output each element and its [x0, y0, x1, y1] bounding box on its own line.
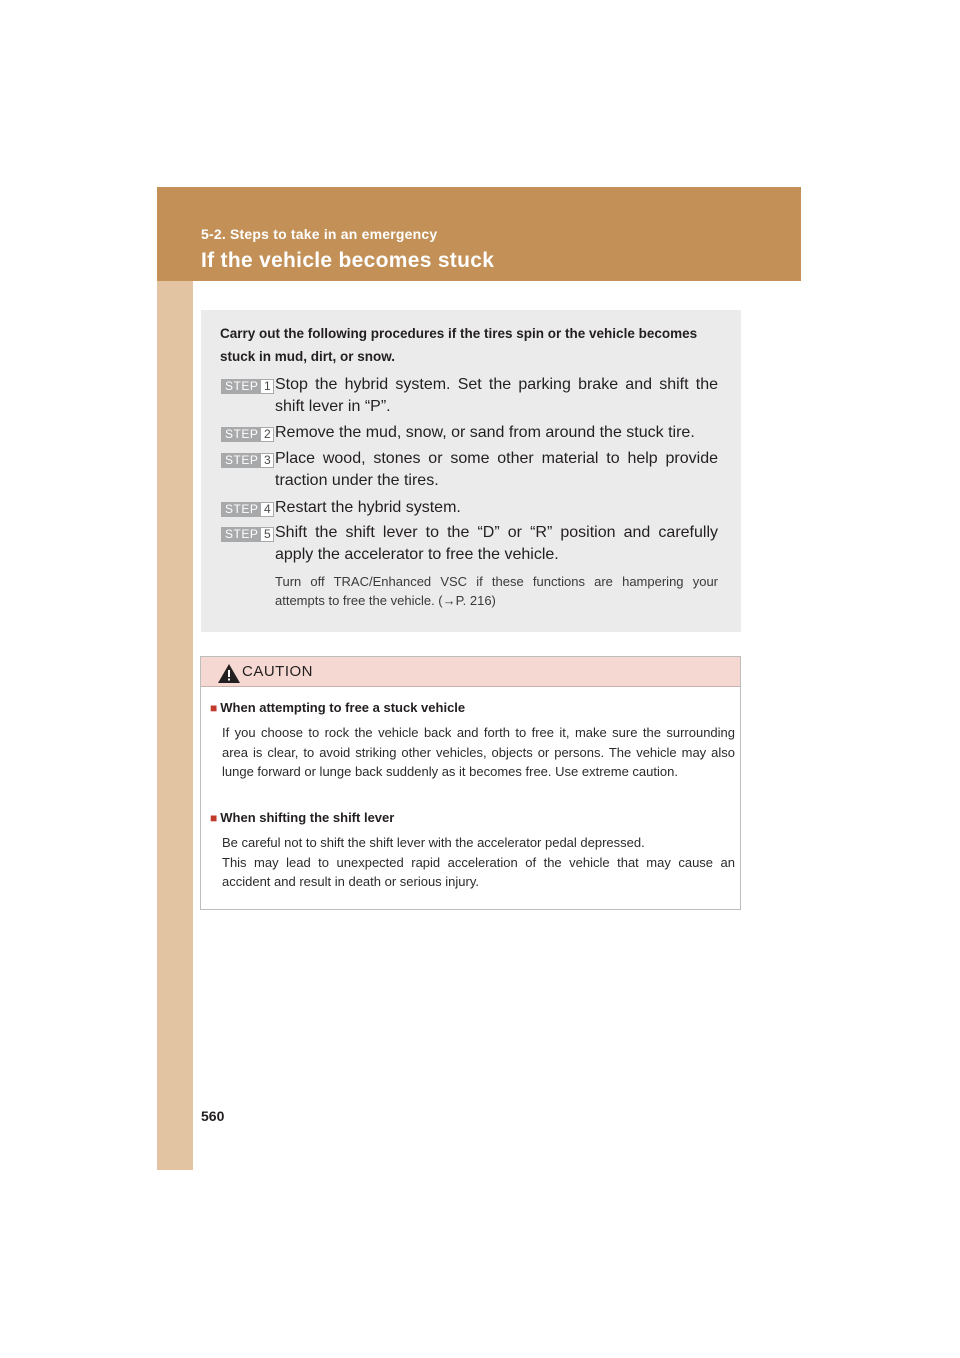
intro-text: Carry out the following procedures if the tires spin or the vehicle becomes stuck in mud, dirt, or snow.: [220, 326, 698, 364]
caution-header: [201, 657, 740, 687]
page-number: 560: [201, 1108, 225, 1124]
caution-paragraph: This may lead to unexpected rapid acceleration of the vehicle that may cause an accident and result in death or serious injury.: [222, 854, 735, 889]
caution-heading-text: When shifting the shift lever: [220, 810, 395, 825]
step-badge-number: 3: [261, 453, 274, 468]
caution-box: [200, 656, 741, 910]
step-text: Stop the hybrid system. Set the parking brake and shift the shift lever in “P”.: [275, 376, 718, 415]
step-badge: [221, 453, 274, 468]
step-text: Shift the shift lever to the “D” or “R” position and carefully apply the accelerator to free the vehicle.: [275, 524, 718, 563]
caution-item-stuck-vehicle: [210, 699, 735, 782]
step-badge: [221, 379, 274, 394]
step-badge: [221, 427, 274, 442]
step-note: Turn off TRAC/Enhanced VSC if these functions are hampering your attempts to free the vehicle. (→P. 216): [275, 574, 718, 608]
caution-paragraph: Be careful not to shift the shift lever with the accelerator pedal depressed.: [222, 835, 645, 850]
step-badge: [221, 527, 274, 542]
step-badge-label: STEP: [221, 453, 261, 468]
step-badge-number: 5: [261, 527, 274, 542]
procedure-box: [201, 310, 741, 632]
square-bullet-icon: ■: [210, 701, 218, 715]
step-text: Remove the mud, snow, or sand from around the stuck tire.: [275, 424, 695, 441]
step-badge-number: 2: [261, 427, 274, 442]
square-bullet-icon: ■: [210, 811, 218, 825]
step-badge-label: STEP: [221, 379, 261, 394]
page-title: If the vehicle becomes stuck: [201, 249, 495, 272]
step-badge: [221, 502, 274, 517]
step-badge-number: 1: [261, 379, 274, 394]
step-4: [221, 497, 718, 519]
side-strip: [157, 187, 193, 1170]
step-3: [221, 448, 718, 492]
step-2: [221, 422, 718, 444]
caution-heading-text: When attempting to free a stuck vehicle: [220, 700, 466, 715]
step-badge-label: STEP: [221, 427, 261, 442]
step-text: Place wood, stones or some other material to help provide traction under the tires.: [275, 450, 718, 489]
caution-item-shift-lever: [210, 809, 735, 892]
step-badge-label: STEP: [221, 527, 261, 542]
caution-paragraph: If you choose to rock the vehicle back and forth to free it, make sure the surrounding area is clear, to avoid striking other vehicles, objects or persons. The vehicle may also lunge forward or lunge back suddenly as it becomes free. Use extreme caution.: [222, 725, 735, 779]
step-1: [221, 374, 718, 418]
caution-title: CAUTION: [242, 663, 313, 680]
step-badge-label: STEP: [221, 502, 261, 517]
caution-heading: [210, 699, 735, 717]
step-text: Restart the hybrid system.: [275, 499, 461, 516]
step-badge-number: 4: [261, 502, 274, 517]
caution-heading: [210, 809, 735, 827]
warning-triangle-icon: [217, 663, 241, 684]
step-5: [221, 522, 718, 566]
section-label: 5-2. Steps to take in an emergency: [201, 226, 438, 242]
